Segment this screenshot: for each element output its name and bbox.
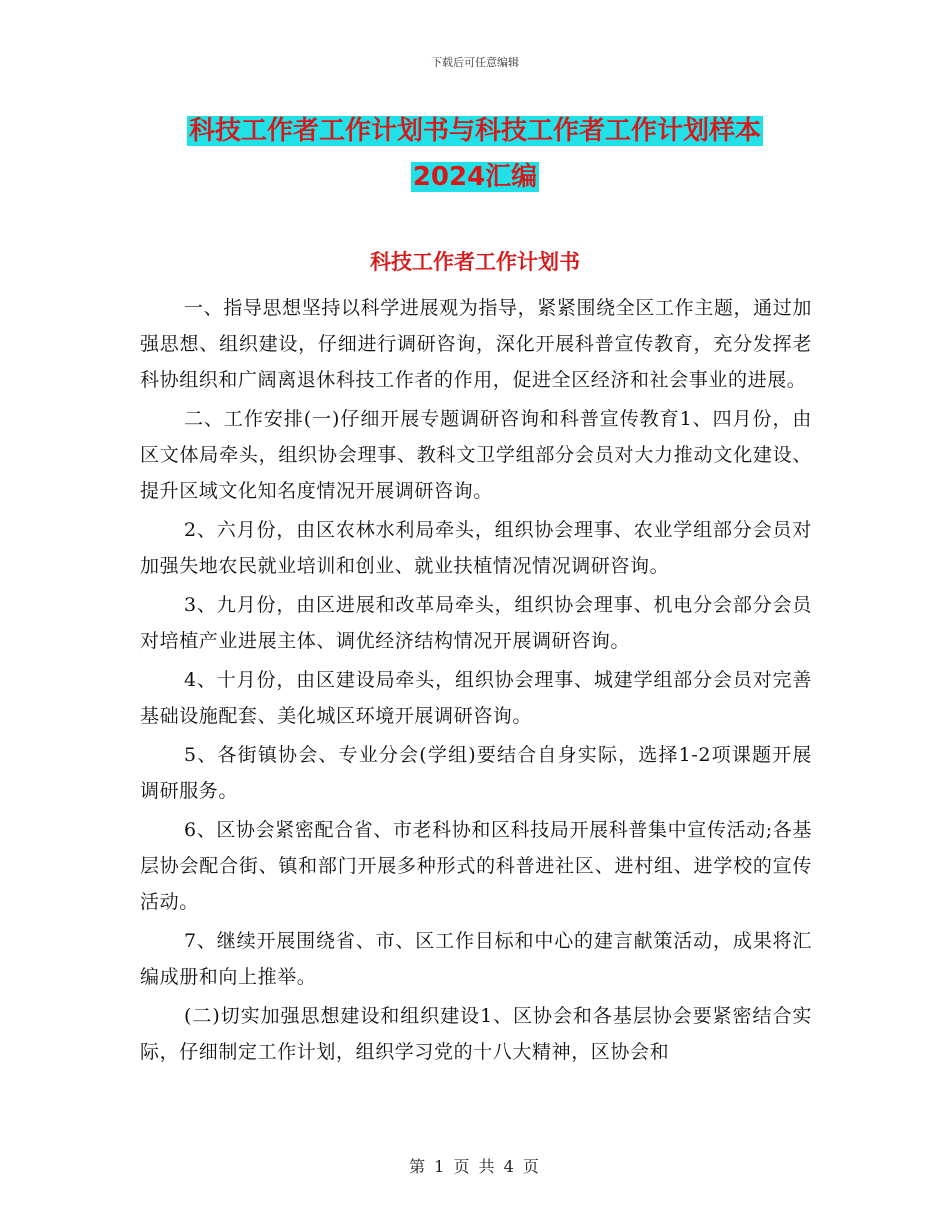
section-title: 科技工作者工作计划书 xyxy=(370,250,580,274)
paragraph: 二、工作安排(一)仔细开展专题调研咨询和科普宣传教育1、四月份，由区文体局牵头，组织协会理事、教科文卫学组部分会员对大力推动文化建设、提升区域文化知名度情况开展调研咨询。 xyxy=(140,408,812,502)
paragraph: 5、各街镇协会、专业分会(学组)要结合自身实际，选择1-2项课题开展调研服务。 xyxy=(140,744,812,802)
paragraph: 4、十月份，由区建设局牵头，组织协会理事、城建学组部分会员对完善基础设施配套、美化城区环境开展调研咨询。 xyxy=(140,669,812,727)
paragraph: 2、六月份，由区农林水利局牵头，组织协会理事、农业学组部分会员对加强失地农民就业培训和创业、就业扶植情况情况调研咨询。 xyxy=(140,519,812,577)
paragraph: 6、区协会紧密配合省、市老科协和区科技局开展科普集中宣传活动;各基层协会配合街、镇和部门开展多种形式的科普进社区、进村组、进学校的宣传活动。 xyxy=(140,819,812,913)
document-title-line-2: 2024汇编 xyxy=(412,162,538,192)
document-title xyxy=(0,108,950,200)
paragraph: 3、九月份，由区进展和改革局牵头，组织协会理事、机电分会部分会员对培植产业进展主体、调优经济结构情况开展调研咨询。 xyxy=(140,594,812,652)
page-number: 第 1 页 共 4 页 xyxy=(409,1157,541,1176)
document-title-line-1: 科技工作者工作计划书与科技工作者工作计划样本 xyxy=(188,116,761,146)
paragraph: 7、继续开展围绕省、市、区工作目标和中心的建言献策活动，成果将汇编成册和向上推举。 xyxy=(140,930,812,988)
page-header-note: 下载后可任意编辑 xyxy=(431,56,519,69)
paragraph: (二)切实加强思想建设和组织建设1、区协会和各基层协会要紧密结合实际，仔细制定工作计划，组织学习党的十八大精神，区协会和 xyxy=(140,1005,812,1063)
document-body xyxy=(140,290,812,1073)
paragraph: 一、指导思想坚持以科学进展观为指导，紧紧围绕全区工作主题，通过加强思想、组织建设，仔细进行调研咨询，深化开展科普宣传教育，充分发挥老科协组织和广阔离退休科技工作者的作用，促进全区经济和社会事业的进展。 xyxy=(140,297,812,391)
